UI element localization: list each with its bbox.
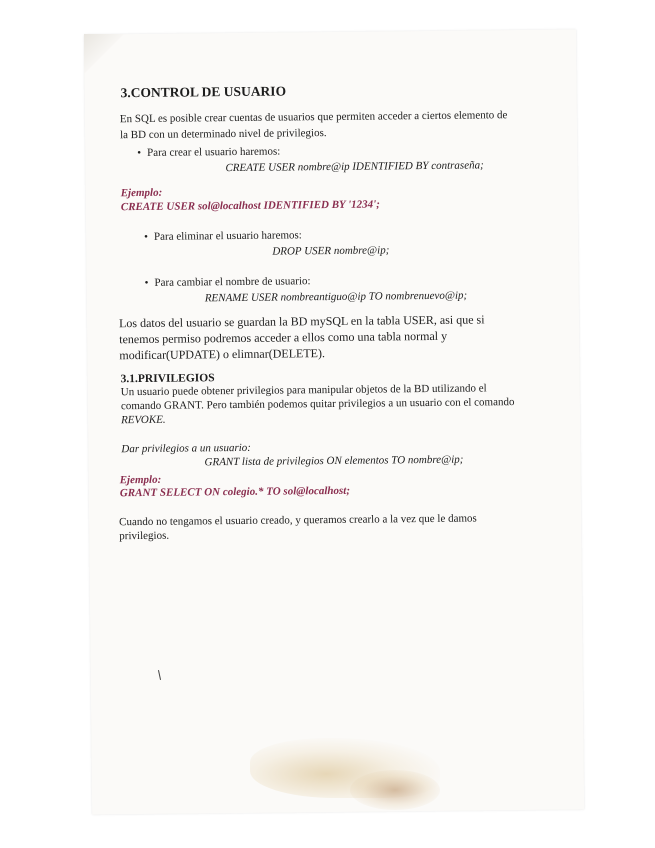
privileges-line-1: Un usuario puede obtener privilegios para manipular objetos de la BD utilizando el xyxy=(120,382,487,399)
rename-syntax: RENAME USER nombreantiguo@ip TO nombrenuevo@ip; xyxy=(204,289,468,305)
example2-code: GRANT SELECT ON colegio.* TO sol@localhost; xyxy=(119,484,351,500)
grant-syntax: GRANT lista de privilegios ON elementos TO nombre@ip; xyxy=(204,453,464,469)
intro-line-1: En SQL es posible crear cuentas de usuarios que permiten acceder a ciertos elemento de xyxy=(119,109,508,126)
drop-bullet: • Para eliminar el usuario haremos: xyxy=(144,228,302,244)
closing-line-2: privilegios. xyxy=(119,529,170,543)
scanned-page xyxy=(84,29,584,814)
privileges-line-2: comando GRANT. Pero también podemos quitar privilegios a un usuario con el comando xyxy=(120,396,515,413)
privileges-title: 3.1.PRIVILEGIOS xyxy=(120,372,215,386)
give-privileges-label: Dar privilegios a un usuario: xyxy=(121,441,251,456)
example1-code: CREATE USER sol@localhost IDENTIFIED BY '1234'; xyxy=(120,198,380,214)
example1-label: Ejemplo: xyxy=(120,186,163,200)
storage-line-1: Los datos del usuario se guardan la BD mySQL en la tabla USER, asi que si xyxy=(118,312,485,331)
create-bullet: • Para crear el usuario haremos: xyxy=(137,145,280,160)
intro-line-2: la BD con un determinado nivel de privilegios. xyxy=(120,127,327,142)
storage-line-3: modificar(UPDATE) o elimnar(DELETE). xyxy=(119,346,326,363)
example2-label: Ejemplo: xyxy=(119,473,162,487)
section-title: 3.CONTROL DE USUARIO xyxy=(120,83,287,101)
drop-syntax: DROP USER nombre@ip; xyxy=(272,244,390,258)
storage-line-2: tenemos permiso podremos acceder a ellos como una tabla normal y xyxy=(119,328,448,347)
closing-line-1: Cuando no tengamos el usuario creado, y queramos crearlo a la vez que le damos xyxy=(119,512,477,529)
privileges-line-3: REVOKE. xyxy=(120,413,166,427)
rename-bullet: • Para cambiar el nombre de usuario: xyxy=(145,274,311,290)
water-stain-dark xyxy=(350,770,440,810)
create-syntax: CREATE USER nombre@ip IDENTIFIED BY contraseña; xyxy=(225,159,484,175)
